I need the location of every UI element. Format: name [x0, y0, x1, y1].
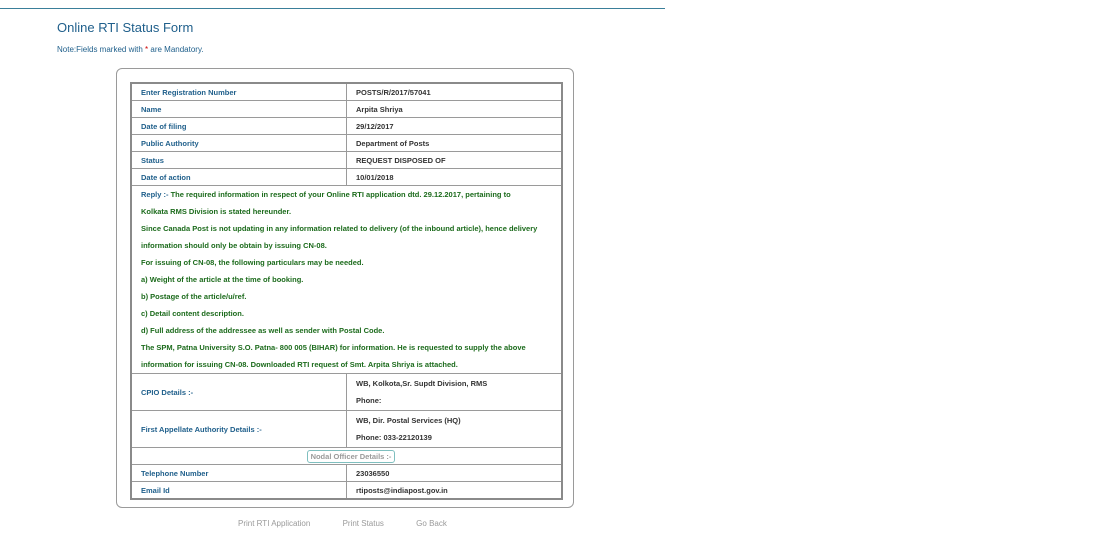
- label-email: Email Id: [131, 482, 347, 500]
- label-public-authority: Public Authority: [131, 135, 347, 152]
- row-date-of-filing: [131, 118, 562, 135]
- row-date-of-action: [131, 169, 562, 186]
- print-status-button[interactable]: Print Status: [342, 519, 384, 528]
- reply-line: Reply :- The required information in respect of your Online RTI application dtd. 29.12.2017, pertaining to: [141, 190, 511, 199]
- row-appellate-details: [131, 411, 562, 448]
- reply-line: d) Full address of the addressee as well as sender with Postal Code.: [141, 326, 385, 335]
- note-suffix: are Mandatory.: [148, 45, 204, 54]
- value-status: REQUEST DISPOSED OF: [347, 152, 563, 169]
- value-date-of-action: 10/01/2018: [347, 169, 563, 186]
- action-bar: [238, 519, 477, 528]
- value-email: rtiposts@indiapost.gov.in: [347, 482, 563, 500]
- row-reply: [131, 186, 562, 374]
- value-registration-number: POSTS/R/2017/57041: [347, 83, 563, 101]
- row-name: [131, 101, 562, 118]
- row-telephone: [131, 465, 562, 482]
- value-telephone: 23036550: [347, 465, 563, 482]
- status-table: [130, 82, 563, 500]
- reply-line: information should only be obtain by issuing CN-08.: [141, 241, 327, 250]
- value-public-authority: Department of Posts: [347, 135, 563, 152]
- row-public-authority: [131, 135, 562, 152]
- label-appellate-details: First Appellate Authority Details :-: [131, 411, 347, 448]
- print-rti-application-button[interactable]: Print RTI Application: [238, 519, 311, 528]
- reply-line: information for issuing CN-08. Downloaded RTI request of Smt. Arpita Shriya is attached.: [141, 360, 458, 369]
- label-telephone: Telephone Number: [131, 465, 347, 482]
- reply-line: The SPM, Patna University S.O. Patna- 800 005 (BIHAR) for information. He is requested to supply the above: [141, 343, 526, 352]
- reply-line: Kolkata RMS Division is stated hereunder.: [141, 207, 292, 216]
- label-date-of-action: Date of action: [131, 169, 347, 186]
- reply-prefix: Reply :-: [141, 190, 169, 199]
- value-cpio-details: [347, 374, 563, 411]
- value-appellate-details: [347, 411, 563, 448]
- mandatory-note: [57, 45, 204, 54]
- value-date-of-filing: 29/12/2017: [347, 118, 563, 135]
- mandatory-star: *: [145, 45, 149, 54]
- header-divider: [0, 8, 665, 9]
- appellate-address: WB, Dir. Postal Services (HQ): [356, 416, 461, 425]
- cpio-phone: Phone:: [356, 396, 382, 405]
- row-nodal-officer: [131, 448, 562, 465]
- reply-line: Since Canada Post is not updating in any information related to delivery (of the inbound article), hence delivery: [141, 224, 538, 233]
- go-back-button[interactable]: Go Back: [416, 519, 447, 528]
- status-panel: [116, 68, 574, 508]
- label-registration-number: Enter Registration Number: [131, 83, 347, 101]
- label-name: Name: [131, 101, 347, 118]
- cpio-address: WB, Kolkota,Sr. Supdt Division, RMS: [356, 379, 488, 388]
- reply-text: [131, 186, 562, 374]
- label-cpio-details: CPIO Details :-: [131, 374, 347, 411]
- reply-line: a) Weight of the article at the time of booking.: [141, 275, 304, 284]
- label-date-of-filing: Date of filing: [131, 118, 347, 135]
- reply-line: c) Detail content description.: [141, 309, 244, 318]
- row-email: [131, 482, 562, 500]
- value-name: Arpita Shriya: [347, 101, 563, 118]
- page-title: Online RTI Status Form: [57, 20, 194, 35]
- appellate-phone: Phone: 033-22120139: [356, 433, 432, 442]
- reply-line: b) Postage of the article/u/ref.: [141, 292, 247, 301]
- note-prefix: Note:Fields marked with: [57, 45, 146, 54]
- reply-line: For issuing of CN-08, the following particulars may be needed.: [141, 258, 364, 267]
- label-status: Status: [131, 152, 347, 169]
- row-registration-number: [131, 83, 562, 101]
- row-status: [131, 152, 562, 169]
- nodal-officer-details-button[interactable]: Nodal Officer Details :-: [307, 450, 396, 463]
- row-cpio-details: [131, 374, 562, 411]
